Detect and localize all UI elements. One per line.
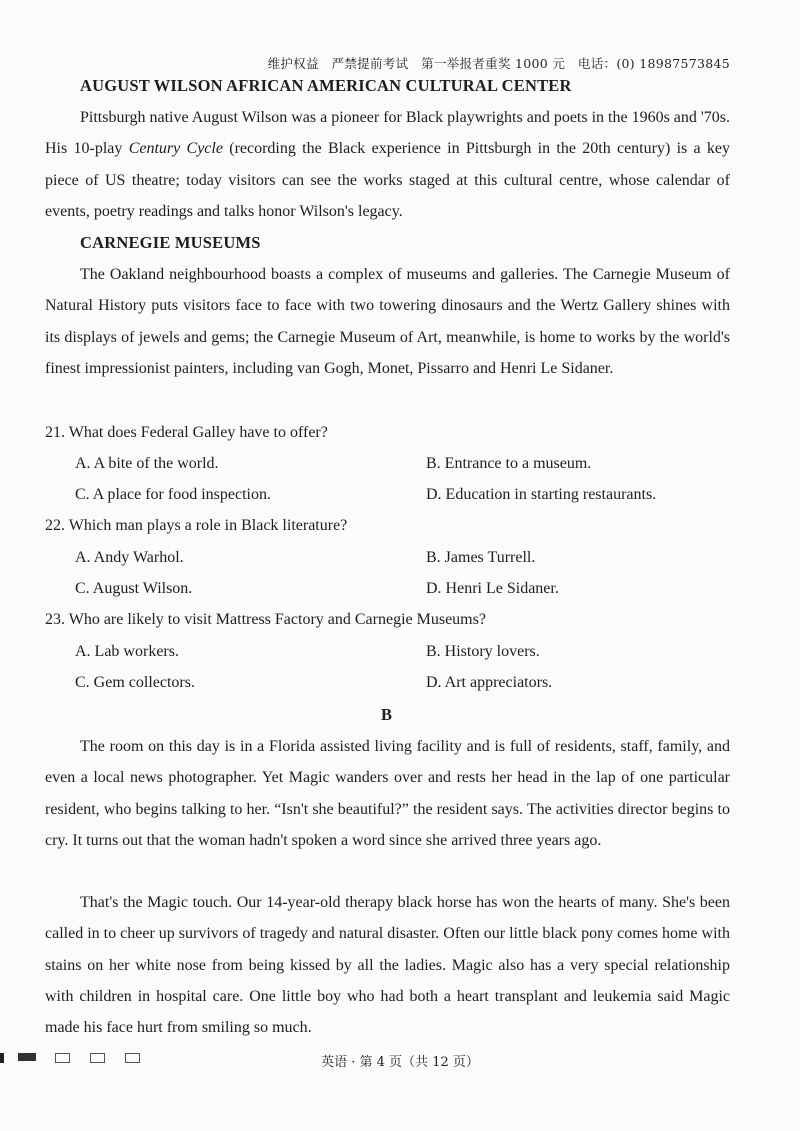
paragraph-b-2 xyxy=(45,887,730,1043)
para-text: (recording the Black experience in Pittsburgh in the 20th century) is a key piece of US theatre; today visitors can see the works staged at this cultural centre, whose calendar of events, poetry readings and talks honor Wilson's legacy. xyxy=(45,140,731,220)
heading-carnegie-museums: CARNEGIE MUSEUMS xyxy=(80,233,261,252)
section-b-label: B xyxy=(381,705,393,724)
question-21: 21. What does Federal Galley have to offer? xyxy=(45,424,328,441)
question-22: 22. Which man plays a role in Black literature? xyxy=(45,517,348,534)
para-text: The room on this day is in a Florida assisted living facility and is full of residents, staff, family, and even a local news photographer. Yet Magic wanders over and rests her head in the lap of one particular resident, who begins talking to her. “Isn't she beautiful?” the resident says. The activities director begins to cry. It turns out that the woman hadn't spoken a word since she arrived three years ago. xyxy=(45,738,730,849)
paragraph-august-wilson xyxy=(45,102,730,227)
paragraph-carnegie xyxy=(45,259,730,384)
option-21-a: A. A bite of the world. xyxy=(75,455,219,472)
option-23-c: C. Gem collectors. xyxy=(75,674,195,691)
option-23-d: D. Art appreciators. xyxy=(426,674,553,691)
option-22-b: B. James Turrell. xyxy=(426,549,536,566)
option-23-b: B. History lovers. xyxy=(426,643,540,660)
option-22-a: A. Andy Warhol. xyxy=(75,549,184,566)
option-22-c: C. August Wilson. xyxy=(75,580,193,597)
italic-title: Century Cycle xyxy=(128,140,223,158)
option-23-a: A. Lab workers. xyxy=(75,643,179,660)
option-21-b: B. Entrance to a museum. xyxy=(426,455,592,472)
option-21-c: C. A place for food inspection. xyxy=(75,486,271,503)
option-21-d: D. Education in starting restaurants. xyxy=(426,486,657,503)
page-footer: 英语 · 第 4 页（共 12 页） xyxy=(321,1055,479,1070)
paragraph-b-1 xyxy=(45,731,730,856)
header-notice: 维护权益 严禁提前考试 第一举报者重奖 1000 元 电话：(0) 18987573845 xyxy=(267,56,730,71)
para-text: That's the Magic touch. Our 14-year-old therapy black horse has won the hearts of many. She's been called in to cheer up survivors of tragedy and natural disaster. Often our little black pony comes home with stains on her white nose from being kissed by all the ladies. Magic also has a very special relationship with children in hospital care. One little boy who had both a heart transplant and leukemia said Magic made his face hurt from smiling so much. xyxy=(45,894,730,1037)
para-text: The Oakland neighbourhood boasts a complex of museums and galleries. The Carnegie Museum of Natural History puts visitors face to face with two towering dinosaurs and the Wertz Gallery shines with its displays of jewels and gems; the Carnegie Museum of Art, meanwhile, is home to works by the world's finest impressionist painters, including van Gogh, Monet, Pissarro and Henri Le Sidaner. xyxy=(45,266,730,377)
question-23: 23. Who are likely to visit Mattress Factory and Carnegie Museums? xyxy=(45,611,486,628)
heading-august-wilson: AUGUST WILSON AFRICAN AMERICAN CULTURAL CENTER xyxy=(80,76,572,95)
para-text: Pittsburgh native August Wilson was a pioneer for Black playwrights and poets in the 1960s and '70s. His 10-play xyxy=(45,109,731,158)
option-22-d: D. Henri Le Sidaner. xyxy=(426,580,559,597)
